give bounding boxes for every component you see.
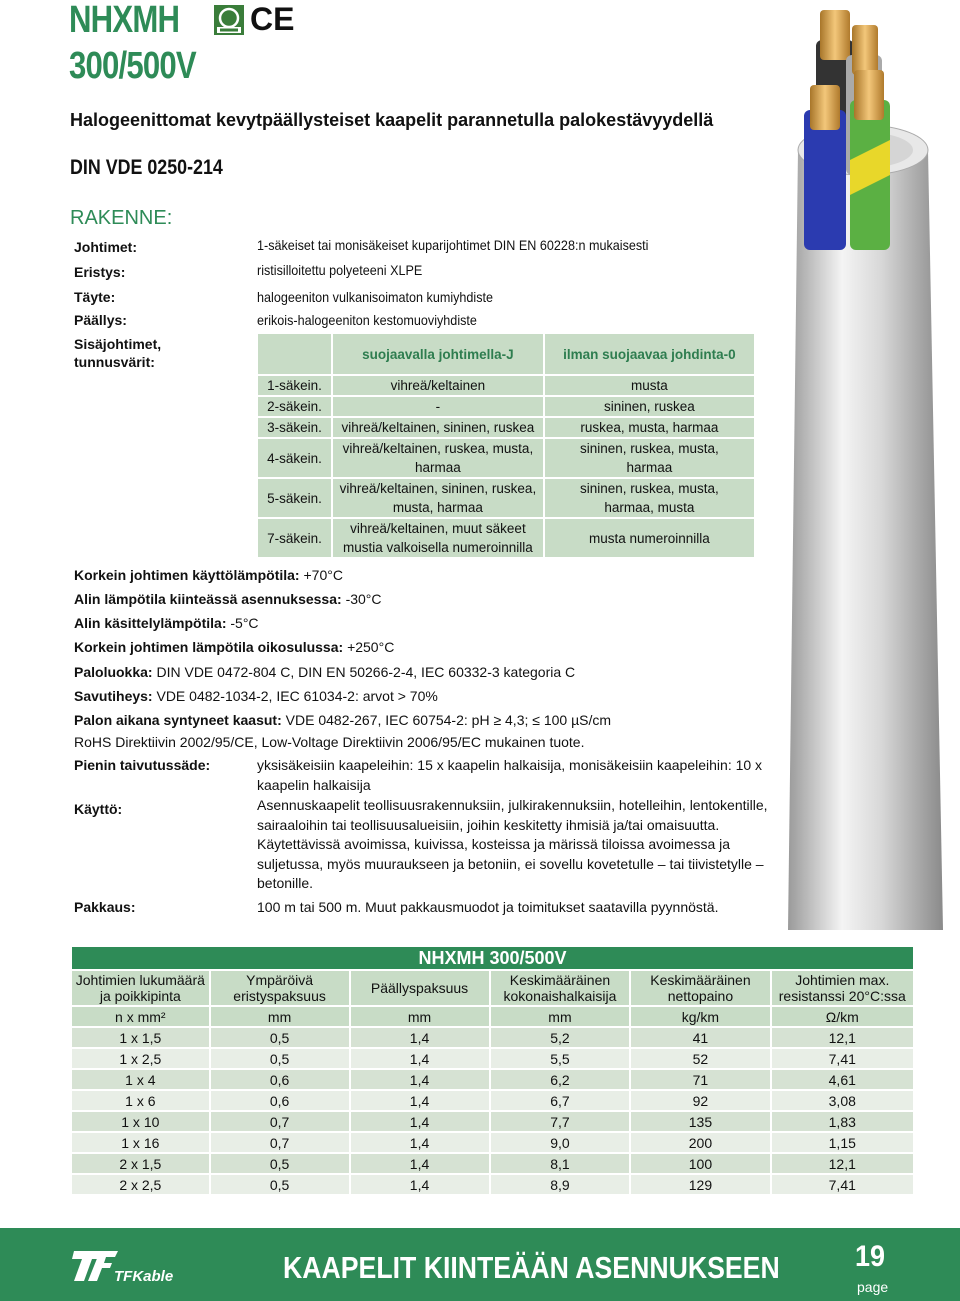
core-color-j: vihreä/keltainen bbox=[332, 375, 544, 396]
table-cell: 0,5 bbox=[210, 1027, 350, 1048]
table-row bbox=[71, 1069, 914, 1090]
unit-cell: n x mm² bbox=[71, 1006, 210, 1027]
table-cell: 52 bbox=[630, 1048, 770, 1069]
table-cell: 1 x 2,5 bbox=[71, 1048, 210, 1069]
table-cell: 4,61 bbox=[771, 1069, 914, 1090]
core-color-0-line2: harmaa bbox=[626, 460, 673, 475]
use-line-3: Käytettävissä avoimissa, kuivissa, kosteissa ja märissä tiloissa avoimessa ja bbox=[257, 836, 731, 852]
brand-logo-text: TFKable bbox=[114, 1268, 174, 1285]
standard-label: DIN VDE 0250-214 bbox=[70, 156, 223, 179]
header-insulation-line2: eristyspaksuus bbox=[233, 988, 326, 1004]
table-cell: 1 x 6 bbox=[71, 1090, 210, 1111]
min-fixed-line bbox=[74, 591, 382, 607]
core-count: 3-säkein. bbox=[257, 417, 332, 438]
max-temp-label: Korkein johtimen käyttölämpötila: bbox=[74, 567, 300, 583]
table-cell: 0,6 bbox=[210, 1069, 350, 1090]
table-cell: 0,5 bbox=[210, 1048, 350, 1069]
header-cores bbox=[71, 970, 210, 1006]
table-cell: 2 x 2,5 bbox=[71, 1174, 210, 1195]
core-colors-label-2: tunnusvärit: bbox=[74, 354, 155, 370]
max-temp-line bbox=[74, 567, 343, 583]
table-cell: 1,4 bbox=[350, 1153, 490, 1174]
core-colors-table bbox=[256, 332, 756, 559]
table-cell: 8,1 bbox=[490, 1153, 631, 1174]
short-circuit-value: +250°C bbox=[347, 639, 395, 655]
table-row bbox=[71, 1174, 914, 1195]
footer-title: KAAPELIT KIINTEÄÄN ASENNUKSEEN bbox=[283, 1250, 780, 1285]
use-line-4: suljetussa, myös muuraukseen ja betoniin, ei sovellu kovetetulle – tai tiivistetylle – bbox=[257, 856, 764, 872]
core-color-j: - bbox=[332, 396, 544, 417]
core-color-j-line2: mustia valkoisella numeroinnilla bbox=[342, 540, 533, 555]
core-color-0: sininen, ruskea bbox=[544, 396, 755, 417]
sheath-label: Päällys: bbox=[74, 312, 127, 328]
core-colors-label-1: Sisäjohtimet, bbox=[74, 336, 162, 352]
table-cell: 1,4 bbox=[350, 1090, 490, 1111]
core-color-j bbox=[332, 518, 544, 558]
table-row bbox=[71, 1027, 914, 1048]
core-row bbox=[257, 438, 755, 478]
filler-label: Täyte: bbox=[74, 289, 116, 305]
table-cell: 7,7 bbox=[490, 1111, 631, 1132]
header-diameter bbox=[490, 970, 631, 1006]
min-handling-line bbox=[74, 615, 259, 631]
table-cell: 100 bbox=[630, 1153, 770, 1174]
core-colors-header-row bbox=[257, 333, 755, 375]
table-row bbox=[71, 1132, 914, 1153]
product-voltage: 300/500V bbox=[69, 45, 196, 87]
core-color-0-line1: sininen, ruskea, musta, bbox=[579, 481, 719, 496]
bend-line-2: kaapelin halkaisija bbox=[257, 777, 371, 793]
spec-table-title: NHXMH 300/500V bbox=[71, 946, 914, 970]
core-row bbox=[257, 518, 755, 558]
table-cell: 2 x 1,5 bbox=[71, 1153, 210, 1174]
header-insulation-line1: Ympäröivä bbox=[246, 972, 314, 988]
brand-logo bbox=[70, 1245, 174, 1287]
spec-table-header-row bbox=[71, 970, 914, 1006]
cable-illustration bbox=[768, 0, 960, 930]
smoke-label: Savutiheys: bbox=[74, 688, 153, 704]
header-weight bbox=[630, 970, 770, 1006]
table-cell: 71 bbox=[630, 1069, 770, 1090]
min-handling-value: -5°C bbox=[230, 615, 259, 631]
smoke-value: VDE 0482-1034-2, IEC 61034-2: arvot > 70% bbox=[156, 688, 438, 704]
cert-logo-icon bbox=[214, 5, 244, 35]
core-row bbox=[257, 478, 755, 518]
unit-cell: kg/km bbox=[630, 1006, 770, 1027]
sheath-value: erikois-halogeeniton kestomuoviyhdiste bbox=[257, 312, 477, 328]
section-heading: RAKENNE: bbox=[70, 207, 173, 229]
bend-line-1: yksisäkeisiin kaapeleihin: 15 x kaapelin halkaisija, monisäkeisiin kaapeleihin: 10 x bbox=[257, 757, 763, 773]
short-circuit-label: Korkein johtimen lämpötila oikosulussa: bbox=[74, 639, 344, 655]
header-weight-line1: Keskimääräinen bbox=[650, 972, 751, 988]
table-cell: 1 x 16 bbox=[71, 1132, 210, 1153]
table-cell: 7,41 bbox=[771, 1174, 914, 1195]
pack-value: 100 m tai 500 m. Muut pakkausmuodot ja toimitukset saatavilla pyynnöstä. bbox=[257, 899, 719, 915]
max-temp-value: +70°C bbox=[303, 567, 343, 583]
rohs-text: RoHS Direktiivin 2002/95/CE, Low-Voltage Direktiivin 2006/95/EC mukainen tuote. bbox=[74, 734, 585, 750]
core-color-0: ruskea, musta, harmaa bbox=[544, 417, 755, 438]
unit-cell: mm bbox=[350, 1006, 490, 1027]
header-weight-line2: nettopaino bbox=[667, 988, 734, 1004]
use-line-2: sairaaloihin tai teollisuusalueisiin, joihin keskitetty ihmisiä ja/tai omaisuutta. bbox=[257, 817, 720, 833]
min-fixed-label: Alin lämpötila kiinteässä asennuksessa: bbox=[74, 591, 342, 607]
core-row bbox=[257, 375, 755, 396]
header-cores-line2: ja poikkipinta bbox=[99, 988, 181, 1004]
table-cell: 7,41 bbox=[771, 1048, 914, 1069]
core-color-j: vihreä/keltainen, sininen, ruskea bbox=[332, 417, 544, 438]
table-cell: 5,2 bbox=[490, 1027, 631, 1048]
pack-label: Pakkaus: bbox=[74, 899, 136, 915]
table-cell: 1,4 bbox=[350, 1174, 490, 1195]
table-cell: 129 bbox=[630, 1174, 770, 1195]
use-label: Käyttö: bbox=[74, 801, 123, 817]
unit-cell: mm bbox=[490, 1006, 631, 1027]
table-cell: 1 x 1,5 bbox=[71, 1027, 210, 1048]
table-cell: 1,4 bbox=[350, 1069, 490, 1090]
page-number: 19 bbox=[855, 1240, 886, 1273]
table-row bbox=[71, 1048, 914, 1069]
bend-label: Pienin taivutussäde: bbox=[74, 757, 211, 773]
header-resistance bbox=[771, 970, 914, 1006]
conductors-label: Johtimet: bbox=[74, 239, 137, 255]
fire-class-line bbox=[74, 664, 575, 680]
table-row bbox=[71, 1090, 914, 1111]
table-row bbox=[71, 1111, 914, 1132]
table-cell: 0,7 bbox=[210, 1111, 350, 1132]
spec-table bbox=[70, 945, 915, 1196]
core-color-j bbox=[332, 438, 544, 478]
table-cell: 9,0 bbox=[490, 1132, 631, 1153]
header-with-protective: suojaavalla johtimella-J bbox=[332, 333, 544, 375]
core-color-j-line1: vihreä/keltainen, ruskea, musta, bbox=[342, 441, 534, 456]
table-cell: 1,4 bbox=[350, 1132, 490, 1153]
insulation-label: Eristys: bbox=[74, 264, 126, 280]
table-cell: 6,2 bbox=[490, 1069, 631, 1090]
core-count: 5-säkein. bbox=[257, 478, 332, 518]
gases-label: Palon aikana syntyneet kaasut: bbox=[74, 712, 282, 728]
conductors-value: 1-säkeiset tai monisäkeiset kuparijohtimet DIN EN 60228:n mukaisesti bbox=[257, 237, 649, 253]
table-cell: 1,4 bbox=[350, 1048, 490, 1069]
core-color-j-line1: vihreä/keltainen, sininen, ruskea, bbox=[339, 481, 537, 496]
header-diameter-line1: Keskimääräinen bbox=[509, 972, 611, 988]
header-without-protective: ilman suojaavaa johdinta-0 bbox=[544, 333, 755, 375]
page-word: page bbox=[857, 1279, 889, 1295]
table-cell: 0,6 bbox=[210, 1090, 350, 1111]
header-resistance-line1: Johtimien max. bbox=[795, 972, 890, 988]
table-cell: 1,83 bbox=[771, 1111, 914, 1132]
core-color-j-line2: harmaa bbox=[415, 460, 461, 475]
min-handling-label: Alin käsittelylämpötila: bbox=[74, 615, 227, 631]
table-row bbox=[71, 1153, 914, 1174]
use-line-1: Asennuskaapelit teollisuusrakennuksiin, julkirakennuksiin, hotelleihin, lentokentille, bbox=[257, 797, 768, 813]
table-cell: 12,1 bbox=[771, 1153, 914, 1174]
spec-table-units-row bbox=[71, 1006, 914, 1027]
header-sheath: Päällyspaksuus bbox=[350, 970, 490, 1006]
gases-value: VDE 0482-267, IEC 60754-2: pH ≥ 4,3; ≤ 100 µS/cm bbox=[285, 712, 612, 728]
table-cell: 135 bbox=[630, 1111, 770, 1132]
table-cell: 1,4 bbox=[350, 1111, 490, 1132]
fire-class-value: DIN VDE 0472-804 C, DIN EN 50266-2-4, IEC 60332-3 kategoria C bbox=[156, 664, 576, 680]
header-resistance-line2: resistanssi 20°C:ssa bbox=[778, 988, 906, 1004]
fire-class-label: Paloluokka: bbox=[74, 664, 153, 680]
min-fixed-value: -30°C bbox=[345, 591, 382, 607]
header-diameter-line2: kokonaishalkaisija bbox=[503, 988, 617, 1004]
table-cell: 5,5 bbox=[490, 1048, 631, 1069]
ce-mark: CE bbox=[250, 1, 295, 37]
product-subtitle: Halogeenittomat kevytpäällysteiset kaapelit parannetulla palokestävyydellä bbox=[70, 110, 714, 130]
filler-value: halogeeniton vulkanisoimaton kumiyhdiste bbox=[257, 289, 494, 305]
core-color-0-line2: harmaa, musta bbox=[604, 500, 695, 515]
smoke-line bbox=[74, 688, 438, 704]
table-cell: 0,5 bbox=[210, 1153, 350, 1174]
table-cell: 1,4 bbox=[350, 1027, 490, 1048]
core-count: 2-säkein. bbox=[257, 396, 332, 417]
core-color-0 bbox=[544, 478, 755, 518]
use-line-5: betonille. bbox=[257, 875, 314, 891]
short-circuit-line bbox=[74, 639, 394, 655]
gases-line bbox=[74, 712, 611, 728]
header-insulation bbox=[210, 970, 350, 1006]
core-count: 1-säkein. bbox=[257, 375, 332, 396]
core-color-0: musta numeroinnilla bbox=[544, 518, 755, 558]
table-cell: 1,15 bbox=[771, 1132, 914, 1153]
spec-table-title-row bbox=[71, 946, 914, 970]
table-cell: 1 x 4 bbox=[71, 1069, 210, 1090]
core-count: 4-säkein. bbox=[257, 438, 332, 478]
core-color-0-line1: sininen, ruskea, musta, bbox=[579, 441, 719, 456]
core-count: 7-säkein. bbox=[257, 518, 332, 558]
table-cell: 41 bbox=[630, 1027, 770, 1048]
core-color-0 bbox=[544, 438, 755, 478]
unit-cell: Ω/km bbox=[771, 1006, 914, 1027]
insulation-value: ristisilloitettu polyeteeni XLPE bbox=[257, 262, 423, 278]
table-cell: 8,9 bbox=[490, 1174, 631, 1195]
unit-cell: mm bbox=[210, 1006, 350, 1027]
header-cores-line1: Johtimien lukumäärä bbox=[75, 972, 205, 988]
table-cell: 6,7 bbox=[490, 1090, 631, 1111]
table-cell: 12,1 bbox=[771, 1027, 914, 1048]
header-empty-cell bbox=[257, 333, 332, 375]
table-cell: 1 x 10 bbox=[71, 1111, 210, 1132]
core-row bbox=[257, 396, 755, 417]
core-color-j bbox=[332, 478, 544, 518]
product-title: NHXMH bbox=[69, 0, 180, 41]
core-row bbox=[257, 417, 755, 438]
core-color-j-line1: vihreä/keltainen, muut säkeet bbox=[350, 521, 526, 536]
table-cell: 3,08 bbox=[771, 1090, 914, 1111]
core-color-0: musta bbox=[544, 375, 755, 396]
table-cell: 0,5 bbox=[210, 1174, 350, 1195]
table-cell: 92 bbox=[630, 1090, 770, 1111]
table-cell: 200 bbox=[630, 1132, 770, 1153]
core-color-j-line2: musta, harmaa bbox=[392, 500, 483, 515]
table-cell: 0,7 bbox=[210, 1132, 350, 1153]
